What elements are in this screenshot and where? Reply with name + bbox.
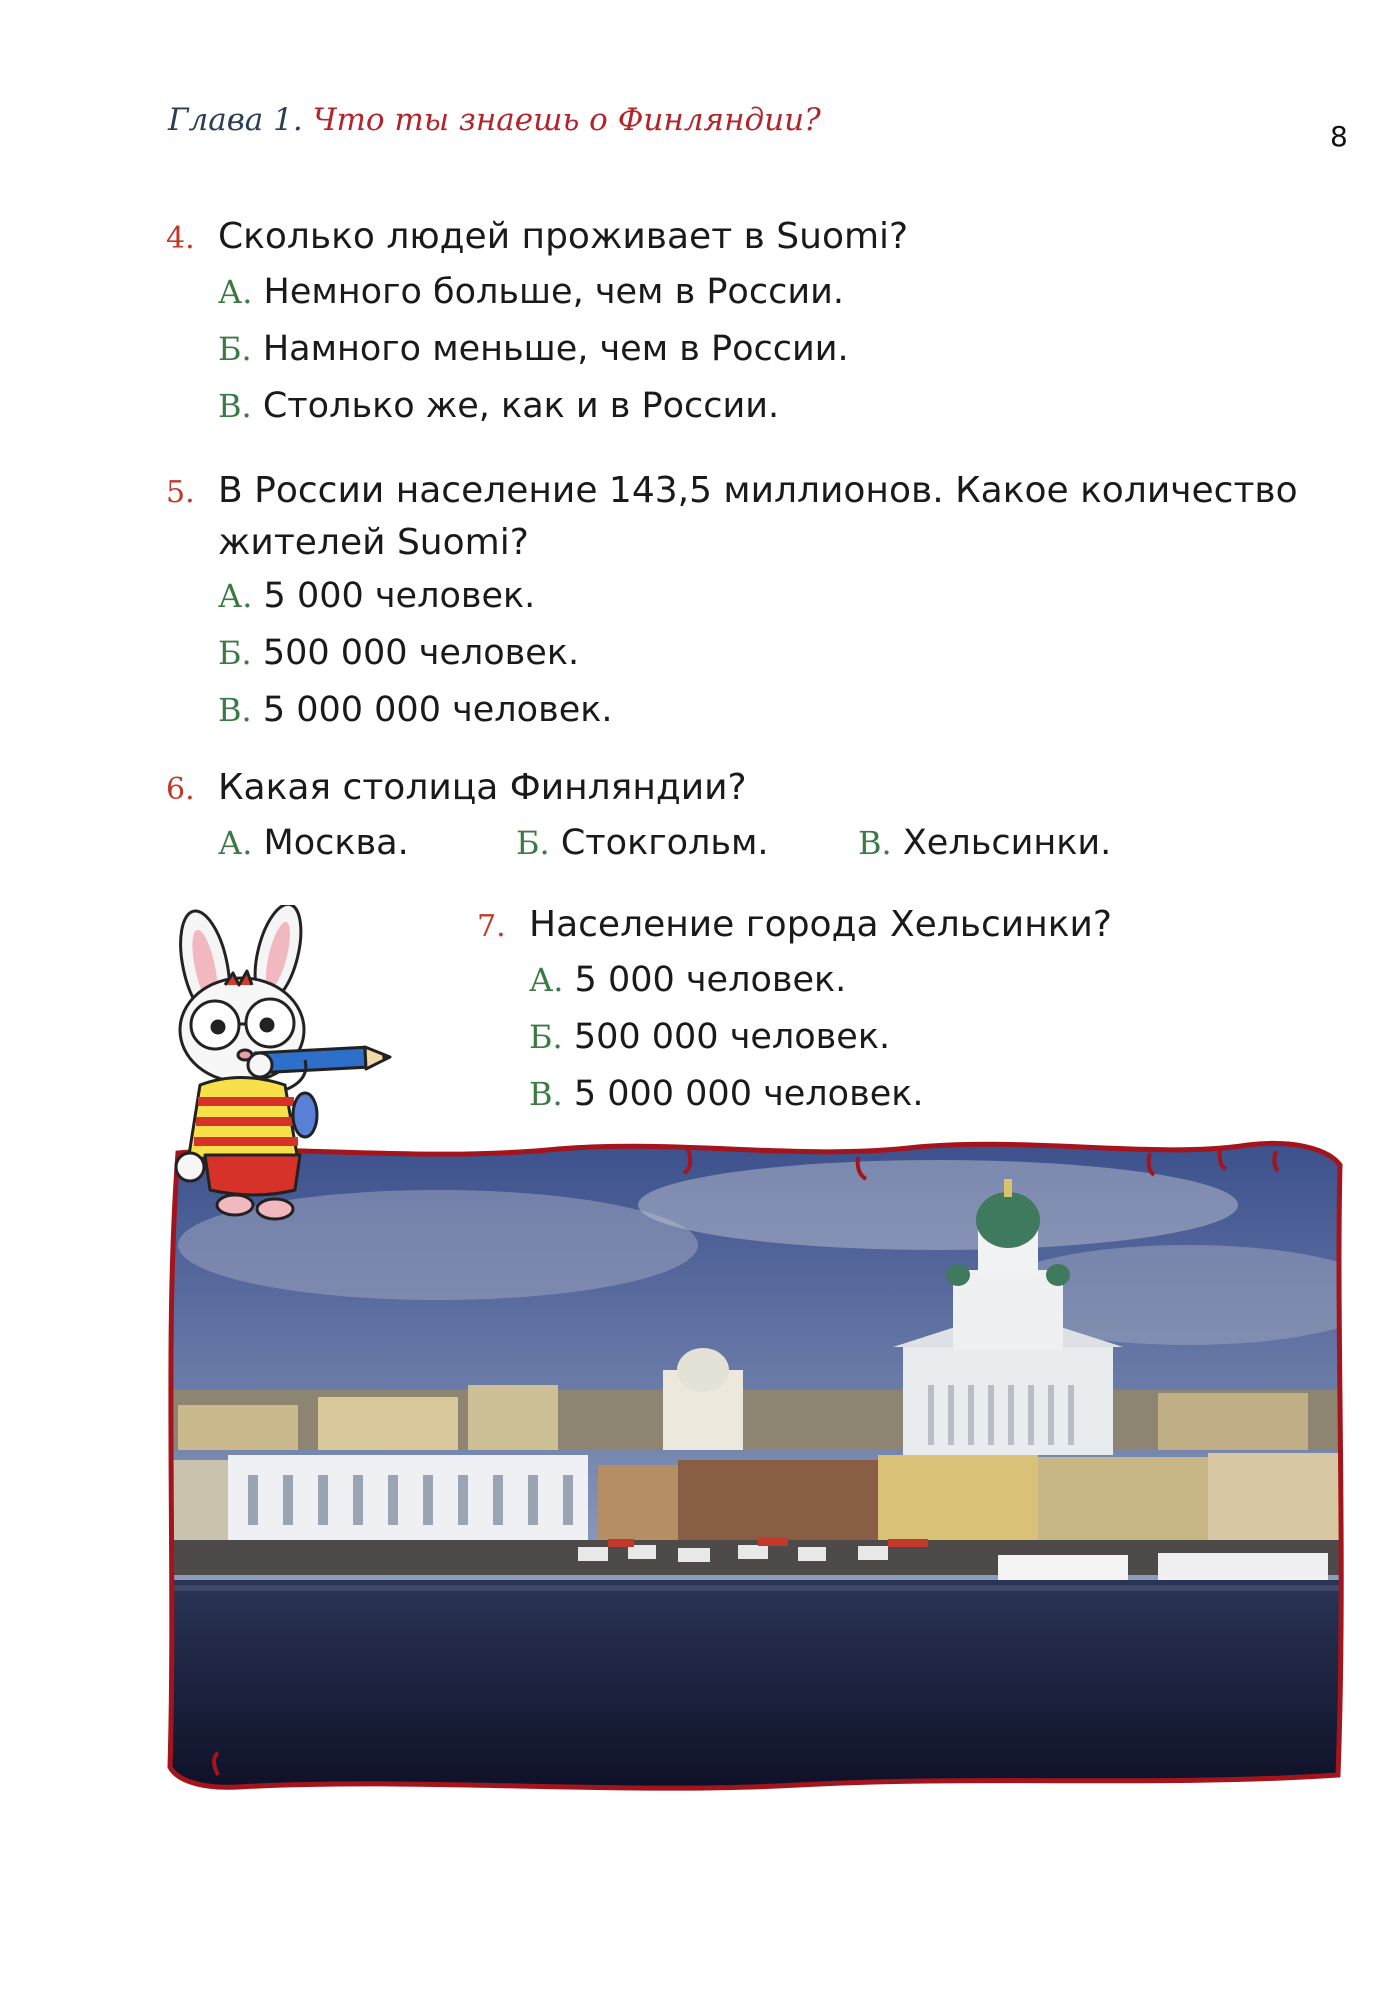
answer-option: Б. Намного меньше, чем в России. bbox=[218, 329, 849, 369]
option-letter: Б. bbox=[218, 330, 252, 368]
option-letter: Б. bbox=[529, 1018, 563, 1056]
answer-options-row bbox=[166, 815, 1316, 872]
question-text: 7. Население города Хельсинки? bbox=[477, 900, 1112, 952]
question-number: 6. bbox=[166, 772, 195, 807]
answer-option: А. 5 000 человек. bbox=[529, 960, 847, 1000]
option-letter: А. bbox=[529, 961, 564, 999]
answer-option: Б. 500 000 человек. bbox=[218, 633, 580, 673]
option-letter: А. bbox=[218, 273, 253, 311]
page-number: 8 bbox=[1330, 120, 1348, 153]
option-letter: В. bbox=[218, 691, 252, 729]
answer-option: А. Немного больше, чем в России. bbox=[218, 272, 844, 312]
answer-option: Б. 500 000 человек. bbox=[529, 1017, 891, 1057]
question-7 bbox=[477, 900, 1112, 1123]
question-4 bbox=[166, 212, 908, 435]
answer-option: Б. Стокгольм. bbox=[516, 823, 769, 863]
option-letter: В. bbox=[529, 1075, 563, 1113]
question-text-continued: жителей Suomi? bbox=[218, 522, 529, 563]
chapter-label: Глава 1. bbox=[168, 102, 303, 138]
chapter-title: Что ты знаешь о Финляндии? bbox=[312, 102, 821, 138]
option-letter: Б. bbox=[516, 824, 550, 862]
option-letter: Б. bbox=[218, 634, 252, 672]
bunny-illustration bbox=[160, 905, 420, 1235]
answer-option: В. Столько же, как и в России. bbox=[218, 386, 780, 426]
question-text: 5. В России население 143,5 миллионов. Какое количество bbox=[166, 466, 1298, 518]
answer-option: А. 5 000 человек. bbox=[218, 576, 536, 616]
answer-option: В. 5 000 000 человек. bbox=[529, 1074, 924, 1114]
question-number: 5. bbox=[166, 475, 195, 510]
answer-option: В. Хельсинки. bbox=[858, 823, 1112, 863]
answer-option: А. Москва. bbox=[218, 823, 409, 863]
question-number: 4. bbox=[166, 221, 195, 256]
option-letter: В. bbox=[858, 824, 892, 862]
option-letter: В. bbox=[218, 387, 252, 425]
chapter-header bbox=[168, 102, 821, 138]
question-text: 4. Сколько людей проживает в Suomi? bbox=[166, 212, 908, 264]
question-6 bbox=[166, 763, 1316, 872]
question-number: 7. bbox=[477, 909, 506, 944]
question-5 bbox=[166, 466, 1298, 739]
question-text: 6. Какая столица Финляндии? bbox=[166, 763, 1316, 815]
answer-option: В. 5 000 000 человек. bbox=[218, 690, 613, 730]
option-letter: А. bbox=[218, 577, 253, 615]
option-letter: А. bbox=[218, 824, 253, 862]
